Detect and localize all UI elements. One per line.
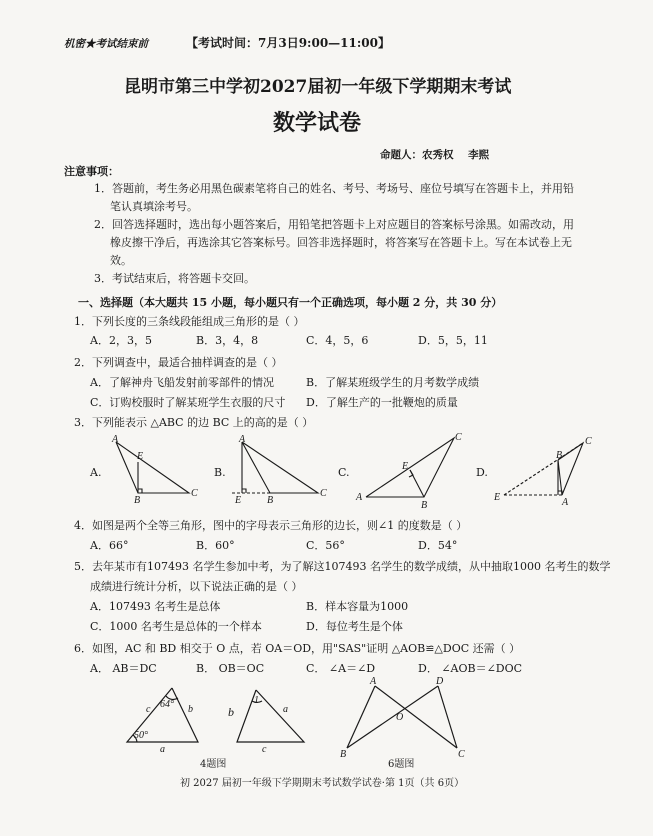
fig6-caption: 6题图 [388, 759, 415, 770]
notice-line: 效。 [110, 254, 132, 267]
svg-text:c: c [146, 704, 151, 715]
q5-option-b: B．样本容量为1000 [306, 600, 409, 613]
fig4-angle-1: 1 [254, 695, 259, 706]
q6-option-a: A． AB＝DC [90, 662, 157, 675]
q3-option-a-label: A. [90, 466, 102, 479]
fig4-caption: 4题图 [200, 759, 227, 770]
svg-text:a: a [283, 704, 288, 715]
question-5-stem: 5．去年某市有107493 名学生参加中考，为了解这107493 名学生的数学成绩，从中抽取1000 名考生的数学 [74, 560, 611, 573]
svg-text:b: b [228, 705, 234, 719]
svg-text:B: B [556, 450, 563, 461]
q5-option-a: A．107493 名考生是总体 [90, 600, 221, 613]
notice-heading: 注意事项： [64, 165, 119, 178]
svg-text:C: C [191, 488, 198, 499]
fig4-angle-50: 50° [134, 730, 148, 741]
q3-option-c-label: C. [338, 466, 350, 479]
q2-option-b: B．了解某班级学生的月考数学成绩 [306, 376, 480, 389]
svg-text:B: B [267, 495, 274, 506]
notice-line: 3．考试结束后，将答题卡交回。 [94, 272, 255, 285]
fig4-triangle-right [237, 690, 304, 742]
q4-option-a: A．66° [90, 539, 129, 552]
question-4-stem: 4．如图是两个全等三角形，图中的字母表示三角形的边长，则∠1 的度数是（ ） [74, 519, 468, 532]
section-heading: 一、选择题（本大题共 15 小题，每小题只有一个正确选项，每小题 2 分，共 30 分） [78, 296, 503, 309]
q3-figure-b [232, 442, 318, 493]
notice-line: 1．答题前，考生务必用黑色碳素笔将自己的姓名、考号、考场号、座位号填写在答题卡上，并用铅 [94, 182, 574, 195]
svg-text:A: A [239, 434, 246, 445]
svg-text:B: B [421, 500, 428, 511]
q6-option-d: D． ∠AOB＝∠DOC [418, 662, 523, 675]
q1-option-d: D．5，5，11 [418, 334, 488, 347]
secret-label: 机密★考试结束前 [64, 38, 148, 50]
q1-option-c: C．4，5，6 [306, 334, 369, 347]
svg-text:A: A [370, 676, 377, 687]
svg-text:O: O [396, 712, 404, 723]
q4-option-c: C．56° [306, 539, 345, 552]
svg-text:C: C [320, 488, 327, 499]
q2-option-a: A．了解神舟飞船发射前零部件的情况 [90, 376, 274, 389]
exam-time: 【考试时间：7月3日9:00—11:00】 [186, 36, 391, 50]
svg-text:D: D [436, 676, 444, 687]
q6-option-b: B． OB＝OC [196, 662, 265, 675]
q3-option-d-label: D. [476, 466, 488, 479]
q2-option-d: D．了解生产的一批鞭炮的质量 [306, 396, 458, 409]
svg-text:C: C [458, 749, 465, 760]
page-title: 昆明市第三中学初2027届初一年级下学期期末考试 [124, 77, 512, 97]
svg-text:c: c [262, 744, 267, 755]
notice-line: 2．回答选择题时，选出每小题答案后，用铅笔把答题卡上对应题目的答案标号涂黑。如需改动，用 [94, 218, 574, 231]
q5-option-d: D．每位考生是个体 [306, 620, 403, 633]
q4-option-d: D．54° [418, 539, 458, 552]
q3-option-b-label: B. [214, 466, 226, 479]
paper-subtitle: 数学试卷 [273, 110, 362, 136]
q1-option-b: B．3，4，8 [196, 334, 259, 347]
svg-text:E: E [402, 461, 409, 472]
notice-line: 笔认真填涂考号。 [110, 200, 198, 213]
svg-text:a: a [160, 744, 165, 755]
q3-figure-a [116, 442, 189, 493]
svg-text:b: b [188, 704, 193, 715]
q1-option-a: A．2，3，5 [90, 334, 152, 347]
question-3-stem: 3．下列能表示 △ABC 的边 BC 上的高的是（ ） [74, 416, 314, 429]
svg-text:B: B [340, 749, 347, 760]
svg-text:E: E [494, 492, 501, 503]
q3-figure-c [366, 438, 454, 497]
q6-option-c: C． ∠A＝∠D [306, 662, 376, 675]
svg-text:A: A [112, 434, 119, 445]
svg-text:B: B [134, 495, 141, 506]
svg-text:C: C [455, 432, 462, 443]
svg-text:E: E [235, 495, 242, 506]
question-1-stem: 1．下列长度的三条线段能组成三角形的是（ ） [74, 315, 305, 328]
q3-figure-d [504, 443, 583, 495]
notice-line: 橡皮擦干净后，再选涂其它答案标号。回答非选择题时，将答案写在答题卡上。写在本试卷上无 [110, 236, 572, 249]
q5-option-c: C．1000 名考生是总体的一个样本 [90, 620, 262, 633]
page-footer: 初 2027 届初一年级下学期期末考试数学试卷·第 1页（共 6页） [180, 778, 465, 789]
question-5-stem-cont: 成绩进行统计分析，以下说法正确的是（ ） [90, 580, 303, 593]
question-6-stem: 6．如图，AC 和 BD 相交于 O 点，若 OA＝OD，用"SAS"证明 △AOB≌△DOC 还需（ ） [74, 642, 521, 655]
svg-text:E: E [137, 451, 144, 462]
authors: 命题人：农秀权 李熙 [380, 149, 490, 161]
question-2-stem: 2．下列调查中，最适合抽样调查的是（ ） [74, 356, 283, 369]
q4-option-b: B．60° [196, 539, 235, 552]
svg-text:A: A [562, 497, 569, 508]
q2-option-c: C．订购校服时了解某班学生衣服的尺寸 [90, 396, 286, 409]
svg-text:A: A [356, 492, 363, 503]
svg-text:C: C [585, 436, 592, 447]
fig4-angle-64: 64° [160, 699, 174, 710]
